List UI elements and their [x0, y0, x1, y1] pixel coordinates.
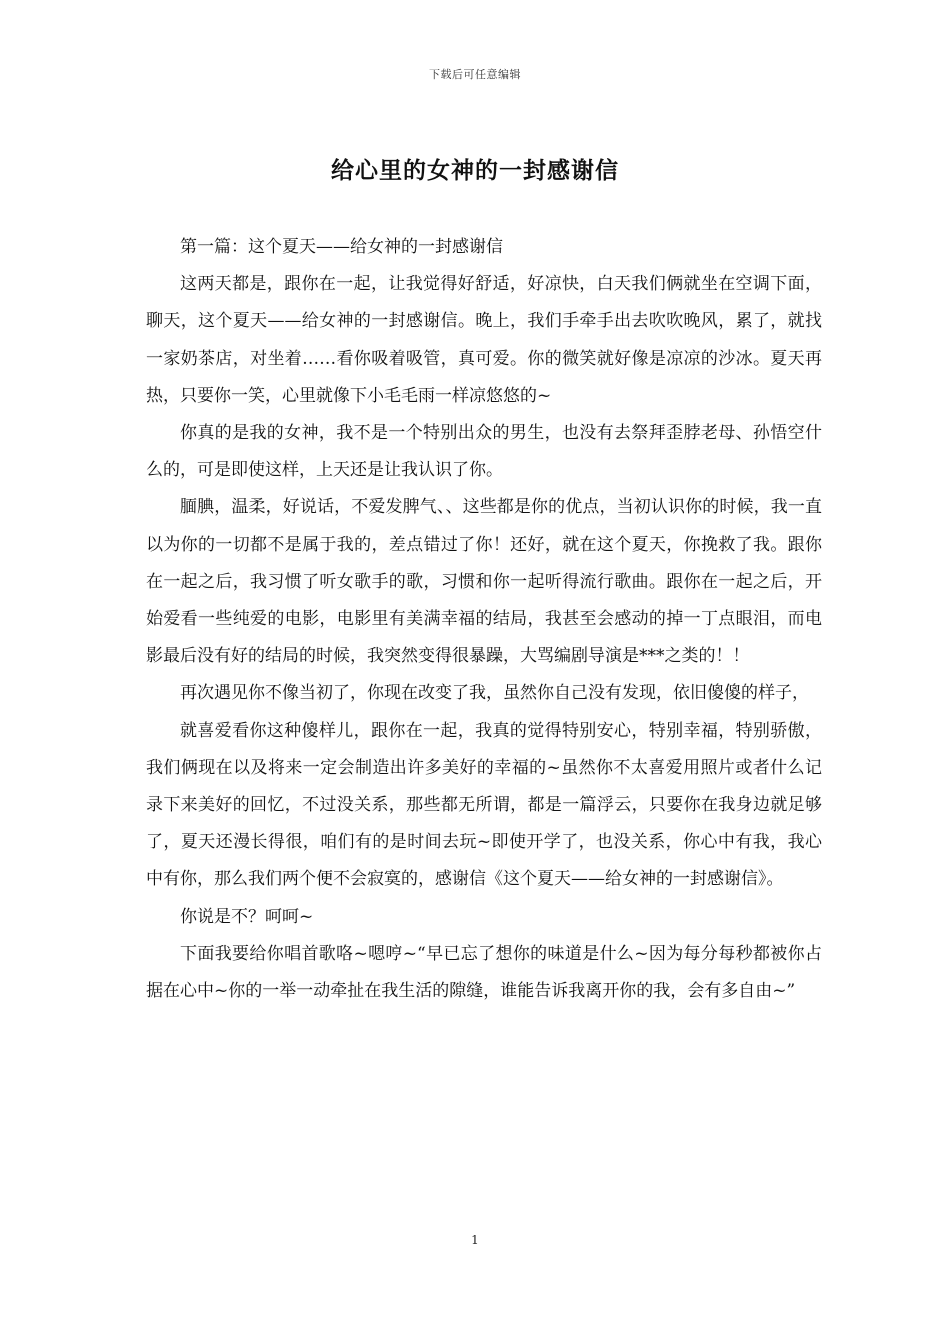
- paragraph: 就喜爱看你这种傻样儿，跟你在一起，我真的觉得特别安心，特别幸福，特别骄傲，我们俩现在以及将来一定会制造出许多美好的幸福的~虽然你不太喜爱用照片或者什么记录下来美好的回忆，不过没关系，那些都无所谓，都是一篇浮云，只要你在我身边就足够了，夏天还漫长得很，咱们有的是时间去玩~即使开学了，也没关系，你心中有我，我心中有你，那么我们两个便不会寂寞的，感谢信《这个夏天——给女神的一封感谢信》。: [146, 720, 822, 890]
- document-title: 给心里的女神的一封感谢信: [331, 157, 619, 184]
- paragraph: 你真的是我的女神，我不是一个特别出众的男生，也没有去祭拜歪脖老母、孙悟空什么的，可是即使这样，上天还是让我认识了你。: [146, 423, 822, 481]
- document-body: [146, 229, 822, 1010]
- header-note: 下载后可任意编辑: [429, 68, 521, 81]
- paragraph: 下面我要给你唱首歌咯~嗯哼~“早已忘了想你的味道是什么~因为每分每秒都被你占据在心中~你的一举一动牵扯在我生活的隙缝，谁能告诉我离开你的我，会有多自由~”: [146, 943, 822, 1002]
- paragraph: 再次遇见你不像当初了，你现在改变了我，虽然你自己没有发现，依旧傻傻的样子，: [180, 683, 809, 704]
- paragraph: 你说是不？呵呵~: [180, 906, 314, 927]
- paragraph: 这两天都是，跟你在一起，让我觉得好舒适，好凉快，白天我们俩就坐在空调下面，聊天，这个夏天——给女神的一封感谢信。晚上，我们手牵手出去吹吹晚风，累了，就找一家奶茶店，对坐着……看你吸着吸管，真可爱。你的微笑就好像是凉凉的沙冰。夏天再热，只要你一笑，心里就像下小毛毛雨一样凉悠悠的~: [146, 274, 822, 406]
- paragraph: 腼腆，温柔，好说话，不爱发脾气、、这些都是你的优点，当初认识你的时候，我一直以为你的一切都不是属于我的，差点错过了你！还好，就在这个夏天，你挽救了我。跟你在一起之后，我习惯了听女歌手的歌，习惯和你一起听得流行歌曲。跟你在一起之后，开始爱看一些纯爱的电影，电影里有美满幸福的结局，我甚至会感动的掉一丁点眼泪，而电影最后没有好的结局的时候，我突然变得很暴躁，大骂编剧导演是***之类的！！: [146, 497, 822, 667]
- page-number: 1: [471, 1233, 479, 1247]
- section-heading: 第一篇：这个夏天——给女神的一封感谢信: [180, 237, 503, 257]
